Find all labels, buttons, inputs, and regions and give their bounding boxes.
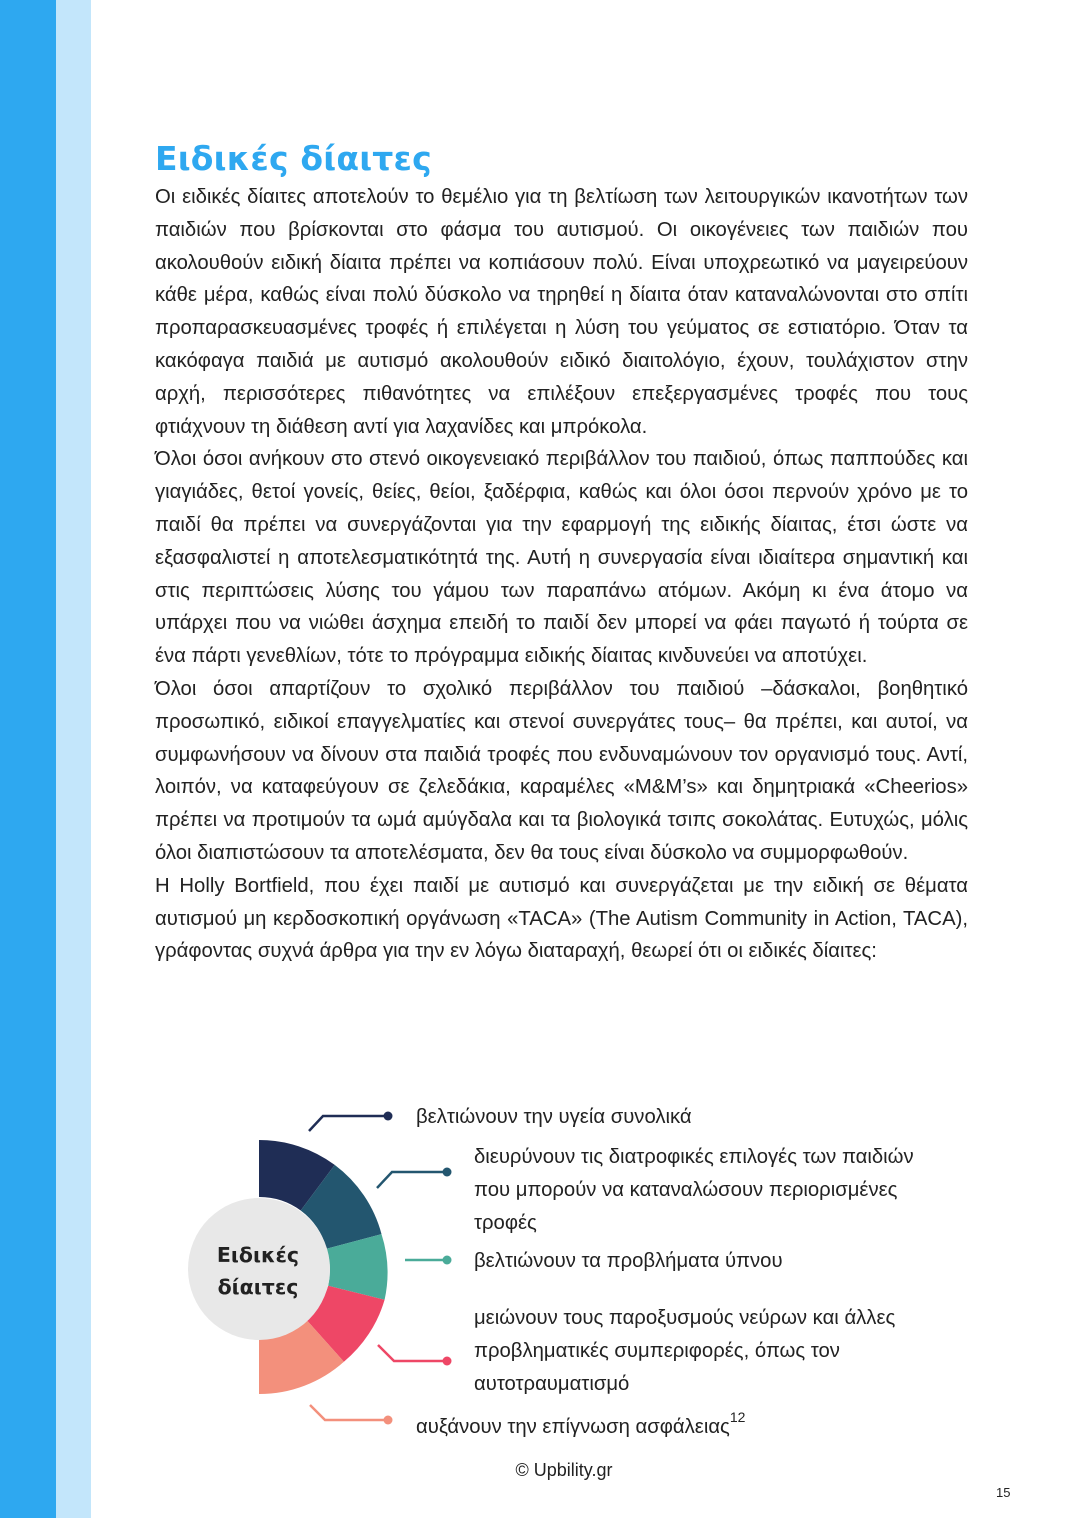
footnote-marker: 12: [729, 1409, 746, 1425]
diagram-item-4: [474, 1302, 895, 1401]
diagram-item-4-line-3: αυτοτραυματισμό: [474, 1373, 630, 1395]
center-label-line-2: δίαιτες: [217, 1275, 299, 1299]
footer-copyright: © Upbility.gr: [515, 1460, 613, 1480]
diagram-item-4-line-1: μειώνουν τους παροξυσμούς νεύρων και άλλες: [474, 1307, 896, 1329]
paragraph-2: Όλοι όσοι ανήκουν στο στενό οικογενειακό περιβάλλον του παιδιού, όπως παππούδες και γιαγιάδες, θετοί γονείς, θείες, θείοι, ξαδέρφια, καθώς και όλοι όσοι περνούν χρόνο με το παιδί θα πρέπει να συνεργάζονται για την εφαρμογή της ειδικής δίαιτας, έτσι ώστε να εξασφαλιστεί η αποτελεσματικότητά της. Αυτή η συνεργασία είναι ιδιαίτερα σημαντική και στις περιπτώσεις λύσης του γάμου των παραπάνω ατόμων. Ακόμη κι ένα άτομο να υπάρχει που να νιώθει άσχημα επειδή το παιδί δεν μπορεί να φάει παγωτό ή τούρτα σε ένα πάρτι γενεθλίων, τότε το πρόγραμμα ειδικής δίαιτας κινδυνεύει να αποτύχει.: [155, 448, 968, 668]
diagram-item-3-text: βελτιώνουν τα προβλήματα ύπνου: [474, 1250, 783, 1272]
center-label-line-1: Ειδικές: [216, 1243, 300, 1267]
connector-dot-4: [443, 1357, 452, 1366]
connector-1: [309, 1116, 387, 1131]
connector-dot-1: [384, 1112, 393, 1121]
diagram-item-4-line-2: προβληματικές συμπεριφορές, όπως τον: [474, 1340, 840, 1362]
paragraph-1: Οι ειδικές δίαιτες αποτελούν το θεμέλιο για τη βελτίωση των λειτουργικών ικανοτήτων των παιδιών που βρίσκονται στο φάσμα του αυτισμού. Οι οικογένειες των παιδιών που ακολουθούν ειδική δίαιτα πρέπει να κοπιάσουν πολύ. Είναι υποχρεωτικό να μαγειρεύουν κάθε μέρα, καθώς είναι πολύ δύσκολο να τηρηθεί η δίαιτα όταν καταναλώνονται στο σπίτι προπαρασκευασμένες τροφές ή επιλέγεται η λύση του γεύματος σε εστιατόριο. Όταν τα κακόφαγα παιδιά με αυτισμό ακολουθούν ειδικό διαιτολόγιο, έχουν, τουλάχιστον στην αρχή, περισσότερες πιθανότητες να επιλέξουν επεξεργασμένες τροφές που τους φτιάχνουν τη διάθεση αντί για λαχανίδες και μπρόκολα.: [155, 186, 968, 438]
paragraph-4: Η Holly Bortfield, που έχει παιδί με αυτισμό και συνεργάζεται με την ειδική σε θέματα αυτισμού μη κερδοσκοπική οργάνωση «TACA» (The Autism Community in Action, TACA), γράφοντας συχνά άρθρα για την εν λόγω διαταραχή, θεωρεί ότι οι ειδικές δίαιτες:: [155, 874, 968, 963]
diagram-item-3: [474, 1245, 783, 1278]
connector-2: [377, 1172, 447, 1188]
diagram-item-2-line-2: που μπορούν να καταναλώσουν περιορισμένες: [474, 1179, 898, 1201]
connector-dot-5: [384, 1416, 393, 1425]
diagram-item-1-text: βελτιώνουν την υγεία συνολικά: [416, 1106, 692, 1128]
diagram-item-2: [474, 1141, 914, 1240]
connector-dot-3: [443, 1256, 452, 1265]
diagram-item-1: [416, 1101, 692, 1134]
diagram-item-5-text: αυξάνουν την επίγνωση ασφάλειας: [416, 1416, 730, 1438]
connector-4: [378, 1345, 447, 1361]
connector-5: [310, 1405, 387, 1420]
section-heading: Ειδικές δίαιτες: [155, 139, 432, 178]
connector-dot-2: [443, 1168, 452, 1177]
page-number: 15: [996, 1485, 1011, 1500]
paragraph-3: Όλοι όσοι απαρτίζουν το σχολικό περιβάλλον του παιδιού –δάσκαλοι, βοηθητικό προσωπικό, ειδικοί επαγγελματίες και στενοί συνεργάτες τους– θα πρέπει, και αυτοί, να συμφωνήσουν να δίνουν στα παιδιά τροφές που ενδυναμώνουν τον οργανισμό τους. Αντί, λοιπόν, να καταφεύγουν σε ζελεδάκια, καραμέλες «M&M’s» και δημητριακά «Cheerios» πρέπει να προτιμούν τα ωμά αμύγδαλα και τα βιολογικά τσιπς σοκολάτας. Ευτυχώς, μόλις όλοι διαπιστώσουν τα αποτελέσματα, δεν θα τους είναι δύσκολο να συμμορφωθούν.: [155, 677, 968, 864]
center-circle: [188, 1198, 330, 1340]
diagram-item-2-line-3: τροφές: [474, 1212, 537, 1234]
diagram-item-2-line-1: διευρύνουν τις διατροφικές επιλογές των παιδιών: [474, 1146, 914, 1168]
diagram-item-5: [416, 1411, 745, 1445]
